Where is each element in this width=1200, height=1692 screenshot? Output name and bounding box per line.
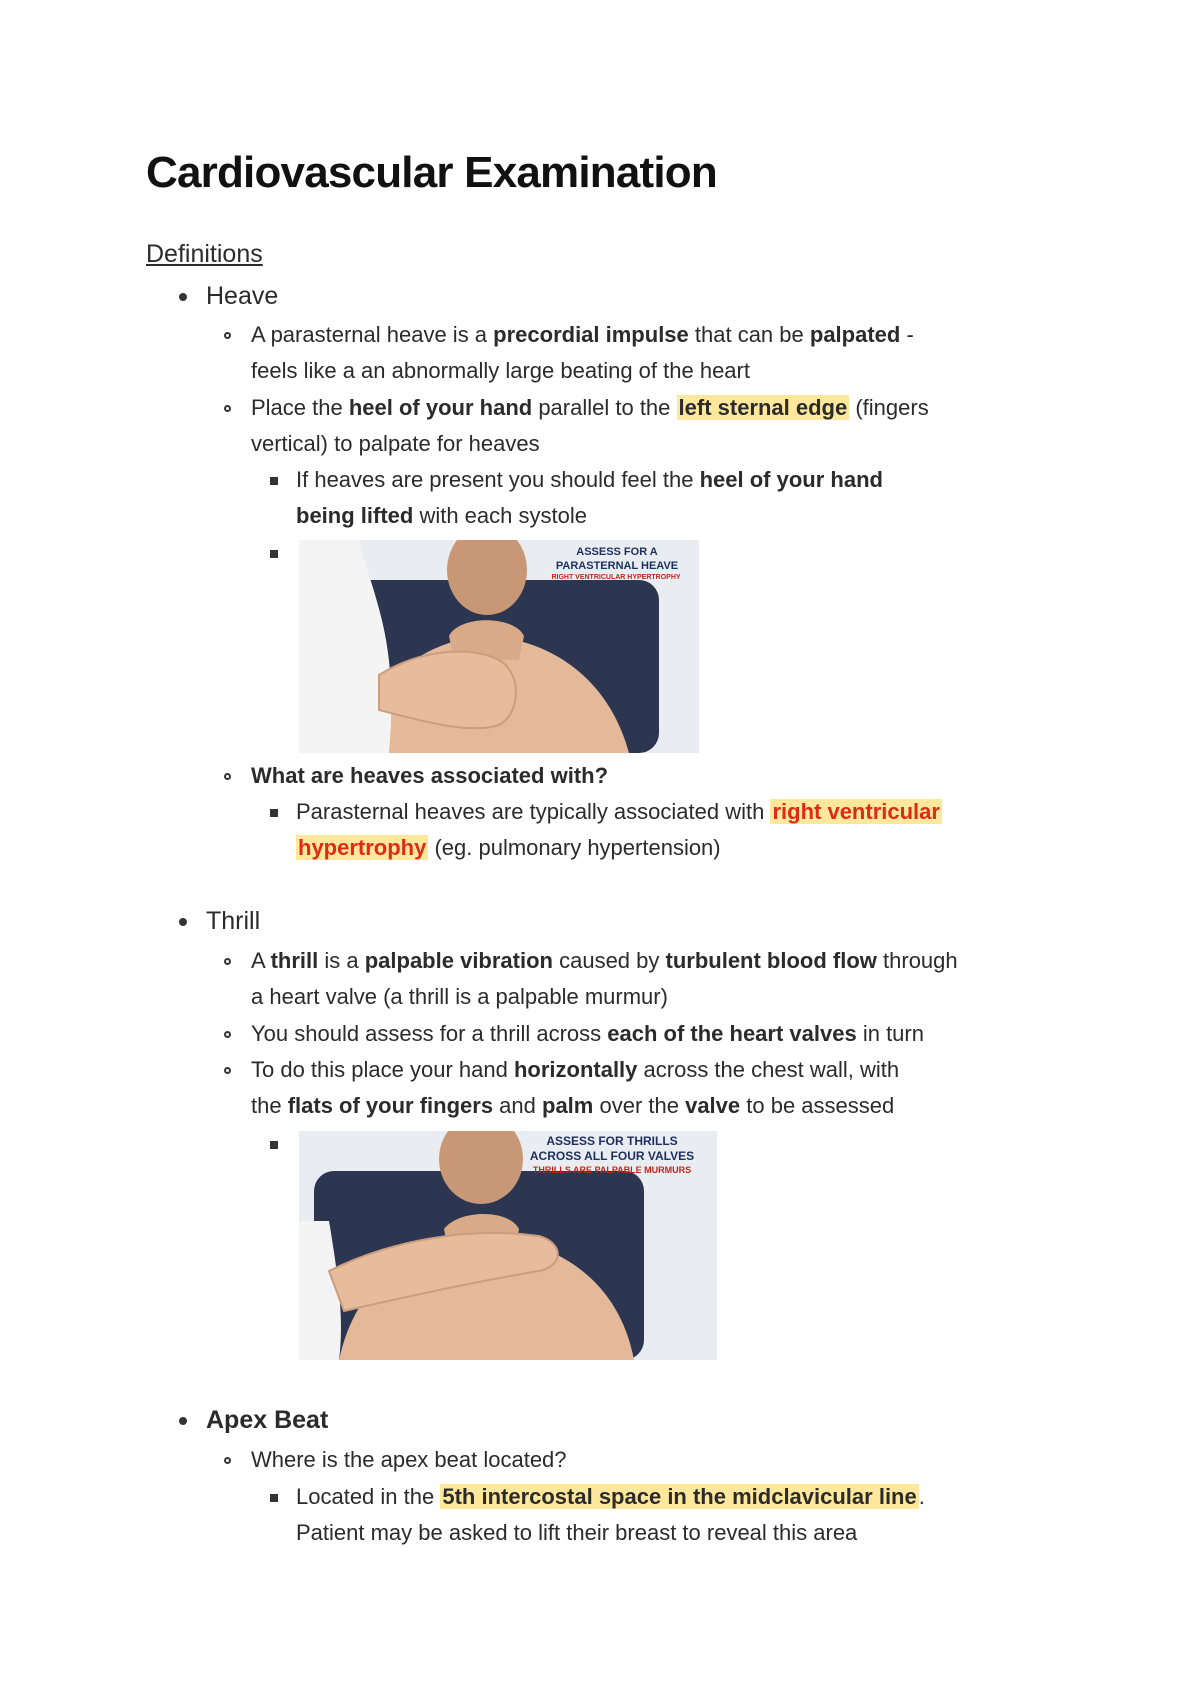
thrill-photo-caption-3: THRILLS ARE PALPABLE MURMURS bbox=[532, 1165, 692, 1175]
thrill-technique-line1: To do this place your hand horizontally across the chest wall, with bbox=[251, 1057, 900, 1082]
thrill-valves-line: You should assess for a thrill across each of the heart valves in turn bbox=[251, 1021, 924, 1046]
bullet-circle bbox=[224, 958, 231, 965]
heave-definition-line2: feels like a an abnormally large beating of the heart bbox=[251, 358, 750, 383]
heave-answer-line1: Parasternal heaves are typically associated with right ventricular bbox=[296, 799, 940, 824]
thrill-photo-caption-2: ACROSS ALL FOUR VALVES bbox=[529, 1149, 695, 1163]
bullet-circle bbox=[224, 1067, 231, 1074]
heave-photo-caption-1: ASSESS FOR A bbox=[576, 546, 658, 558]
bullet-square bbox=[270, 477, 278, 485]
section-heading-definitions: Definitions bbox=[146, 240, 263, 268]
bullet-dot bbox=[179, 1417, 187, 1425]
bullet-circle bbox=[224, 332, 231, 339]
bullet-circle bbox=[224, 405, 231, 412]
bullet-square bbox=[270, 1494, 278, 1502]
apex-answer-line2: Patient may be asked to lift their breast to reveal this area bbox=[296, 1520, 858, 1545]
heave-photo-caption-3: RIGHT VENTRICULAR HYPERTROPHY bbox=[551, 574, 681, 581]
thrill-assessment-photo bbox=[299, 1131, 717, 1360]
heave-assessment-photo bbox=[299, 540, 699, 753]
bullet-square bbox=[270, 809, 278, 817]
heave-lifted-line1: If heaves are present you should feel the heel of your hand bbox=[296, 467, 883, 492]
heading-thrill: Thrill bbox=[206, 907, 261, 935]
bullet-dot bbox=[179, 918, 187, 926]
thrill-definition-line2: a heart valve (a thrill is a palpable murmur) bbox=[251, 984, 668, 1009]
page-title: Cardiovascular Examination bbox=[146, 148, 717, 197]
heave-technique-line2: vertical) to palpate for heaves bbox=[251, 431, 540, 456]
apex-question: Where is the apex beat located? bbox=[251, 1447, 567, 1472]
heading-apex-beat: Apex Beat bbox=[206, 1406, 329, 1434]
thrill-definition-line1: A thrill is a palpable vibration caused by turbulent blood flow through bbox=[251, 948, 958, 973]
bullet-circle bbox=[224, 773, 231, 780]
bullet-circle bbox=[224, 1031, 231, 1038]
heave-definition-line1: A parasternal heave is a precordial impulse that can be palpated - bbox=[251, 322, 914, 347]
thrill-photo-caption-1: ASSESS FOR THRILLS bbox=[546, 1134, 678, 1148]
heave-answer-line2: hypertrophy (eg. pulmonary hypertension) bbox=[298, 835, 721, 860]
bullet-dot bbox=[179, 293, 187, 301]
bullet-square bbox=[270, 550, 278, 558]
heave-technique-line1: Place the heel of your hand parallel to the left sternal edge (fingers bbox=[251, 395, 929, 420]
bullet-circle bbox=[224, 1457, 231, 1464]
bullet-square bbox=[270, 1141, 278, 1149]
thrill-technique-line2: the flats of your fingers and palm over the valve to be assessed bbox=[251, 1093, 895, 1118]
heading-heave: Heave bbox=[206, 282, 279, 310]
heave-photo-caption-2: PARASTERNAL HEAVE bbox=[555, 560, 679, 572]
heave-question: What are heaves associated with? bbox=[251, 763, 609, 788]
apex-answer-line1: Located in the 5th intercostal space in the midclavicular line. bbox=[296, 1484, 925, 1509]
heave-lifted-line2: being lifted with each systole bbox=[296, 503, 587, 528]
